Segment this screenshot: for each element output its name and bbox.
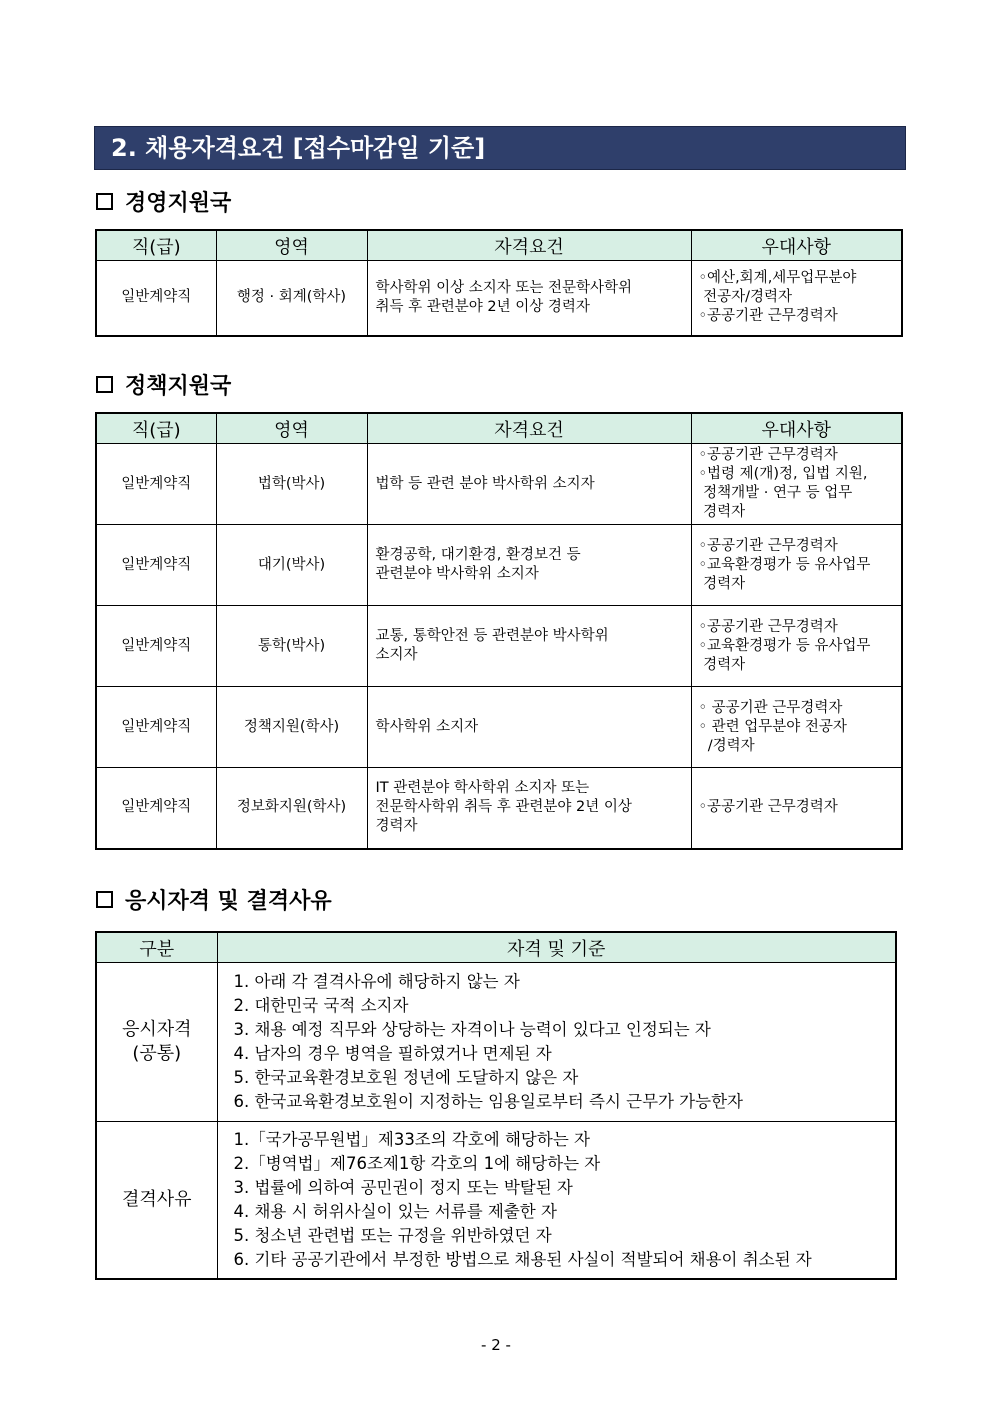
cell-line: 학사학위 이상 소지자 또는 전문학사학위 [375, 279, 633, 296]
cell-line: ◦예산,회계,세무업무분야 [698, 270, 857, 287]
checkbox-square-icon [96, 891, 113, 908]
cell-preference [691, 606, 902, 687]
cell-grade: 일반계약직 [96, 525, 216, 606]
cell-grade: 일반계약직 [96, 687, 216, 768]
cell-requirement [367, 444, 691, 525]
cell-preference [691, 444, 902, 525]
list-item: 1. 아래 각 결격사유에 해당하지 않는 자 [233, 972, 520, 991]
cell-line: ◦공공기관 근무경력자 [698, 308, 838, 325]
list-item: 4. 남자의 경우 병역을 필하였거나 면제된 자 [233, 1044, 552, 1063]
cell-line: 경력자 [698, 504, 746, 520]
cell-preference [691, 261, 902, 336]
cell-line: 소지자 [375, 647, 418, 663]
cell-line: ◦공공기관 근무경력자 [698, 537, 838, 554]
heading-management-text: 경영지원국 [125, 190, 232, 216]
cell-line: 법학 등 관련 분야 박사학위 소지자 [375, 475, 595, 492]
col-header-field: 영역 [216, 230, 367, 261]
cell-line: 응시자격 [121, 1019, 192, 1040]
col-header-grade: 직(급) [96, 230, 216, 261]
checkbox-square-icon [96, 376, 113, 393]
col-header-criteria: 자격 및 기준 [217, 932, 896, 963]
cell-line: ◦공공기관 근무경력자 [698, 447, 838, 463]
table-row [96, 1122, 896, 1279]
heading-policy [96, 369, 231, 400]
heading-management [96, 186, 231, 217]
cell-line: IT 관련분야 학사학위 소지자 또는 [375, 780, 590, 797]
cell-field: 정책지원(학사) [216, 687, 367, 768]
cell-line: ◦법령 제(개)정, 입법 지원, [698, 466, 868, 482]
checkbox-square-icon [96, 193, 113, 210]
policy-table [95, 412, 903, 850]
cell-line: 경력자 [698, 575, 746, 592]
cell-line: 경력자 [375, 818, 418, 835]
cell-grade: 일반계약직 [96, 768, 216, 849]
cell-requirement [367, 525, 691, 606]
cell-field: 정보화지원(학사) [216, 768, 367, 849]
cell-preference [691, 687, 902, 768]
heading-eligibility [96, 884, 332, 915]
cell-line: 교통, 통학안전 등 관련분야 박사학위 [375, 628, 609, 644]
list-item: 6. 기타 공공기관에서 부정한 방법으로 채용된 사실이 적발되어 채용이 취소된 자 [233, 1249, 812, 1269]
cell-field: 통학(박사) [216, 606, 367, 687]
management-table [95, 229, 903, 337]
list-item: 3. 채용 예정 직무와 상당하는 자격이나 능력이 있다고 인정되는 자 [233, 1020, 711, 1039]
table-row [96, 963, 896, 1122]
cell-line: 전문학사학위 취득 후 관련분야 2년 이상 [375, 799, 632, 816]
cell-requirement [367, 606, 691, 687]
cell-line: 학사학위 소지자 [375, 718, 479, 735]
cell-line: 결격사유 [121, 1188, 192, 1210]
col-header-category: 구분 [96, 932, 217, 963]
cell-category [96, 963, 217, 1122]
list-item: 5. 한국교육환경보호원 정년에 도달하지 않은 자 [233, 1068, 579, 1087]
table-row [96, 768, 902, 849]
cell-grade: 일반계약직 [96, 606, 216, 687]
col-header-requirement: 자격요건 [367, 230, 691, 261]
cell-line: ◦교육환경평가 등 유사업무 [698, 637, 871, 654]
cell-line: 경력자 [698, 656, 746, 673]
list-item: 2.「병역법」제76조제1항 각호의 1에 해당하는 자 [233, 1153, 601, 1173]
cell-line: ◦ 관련 업무분야 전공자 [698, 718, 847, 735]
table-row [96, 687, 902, 768]
col-header-field: 영역 [216, 413, 367, 444]
cell-criteria [217, 963, 896, 1122]
list-item: 5. 청소년 관련법 또는 규정을 위반하였던 자 [233, 1225, 552, 1245]
cell-line: ◦공공기관 근무경력자 [698, 618, 838, 635]
heading-eligibility-text: 응시자격 및 결격사유 [125, 888, 332, 914]
cell-line: (공통) [132, 1043, 182, 1064]
cell-line: 정책개발 · 연구 등 업무 [698, 485, 853, 501]
cell-grade: 일반계약직 [96, 444, 216, 525]
cell-line: ◦교육환경평가 등 유사업무 [698, 556, 871, 573]
cell-field: 법학(박사) [216, 444, 367, 525]
list-item: 1.「국가공무원법」제33조의 각호에 해당하는 자 [233, 1129, 590, 1149]
col-header-preference: 우대사항 [691, 230, 902, 261]
heading-policy-text: 정책지원국 [125, 373, 232, 399]
cell-field: 행정 · 회계(학사) [216, 261, 367, 336]
cell-line: ◦ 공공기관 근무경력자 [698, 699, 843, 716]
cell-line: ◦공공기관 근무경력자 [698, 799, 838, 816]
cell-requirement [367, 261, 691, 336]
cell-line: 관련분야 박사학위 소지자 [375, 566, 539, 582]
cell-field: 대기(박사) [216, 525, 367, 606]
cell-preference [691, 768, 902, 849]
list-item: 3. 법률에 의하여 공민권이 정지 또는 박탈된 자 [233, 1177, 573, 1197]
col-header-requirement: 자격요건 [367, 413, 691, 444]
cell-line: 취득 후 관련분야 2년 이상 경력자 [375, 298, 590, 315]
cell-requirement [367, 768, 691, 849]
list-item: 4. 채용 시 허위사실이 있는 서류를 제출한 자 [233, 1201, 557, 1221]
cell-requirement [367, 687, 691, 768]
col-header-preference: 우대사항 [691, 413, 902, 444]
list-item: 2. 대한민국 국적 소지자 [233, 996, 409, 1015]
cell-preference [691, 525, 902, 606]
section-title: 2. 채용자격요건 [접수마감일 기준] [94, 126, 906, 170]
table-row [96, 261, 902, 336]
cell-line: 환경공학, 대기환경, 환경보건 등 [375, 547, 581, 563]
table-row [96, 444, 902, 525]
eligibility-table [95, 931, 897, 1280]
list-item: 6. 한국교육환경보호원이 지정하는 임용일로부터 즉시 근무가 가능한자 [233, 1092, 743, 1111]
col-header-grade: 직(급) [96, 413, 216, 444]
cell-criteria [217, 1122, 896, 1279]
cell-line: /경력자 [698, 737, 755, 754]
table-row [96, 525, 902, 606]
cell-line: 전공자/경력자 [698, 289, 793, 306]
page-number: - 2 - [481, 1336, 511, 1354]
cell-category [96, 1122, 217, 1279]
cell-grade: 일반계약직 [96, 261, 216, 336]
table-row [96, 606, 902, 687]
